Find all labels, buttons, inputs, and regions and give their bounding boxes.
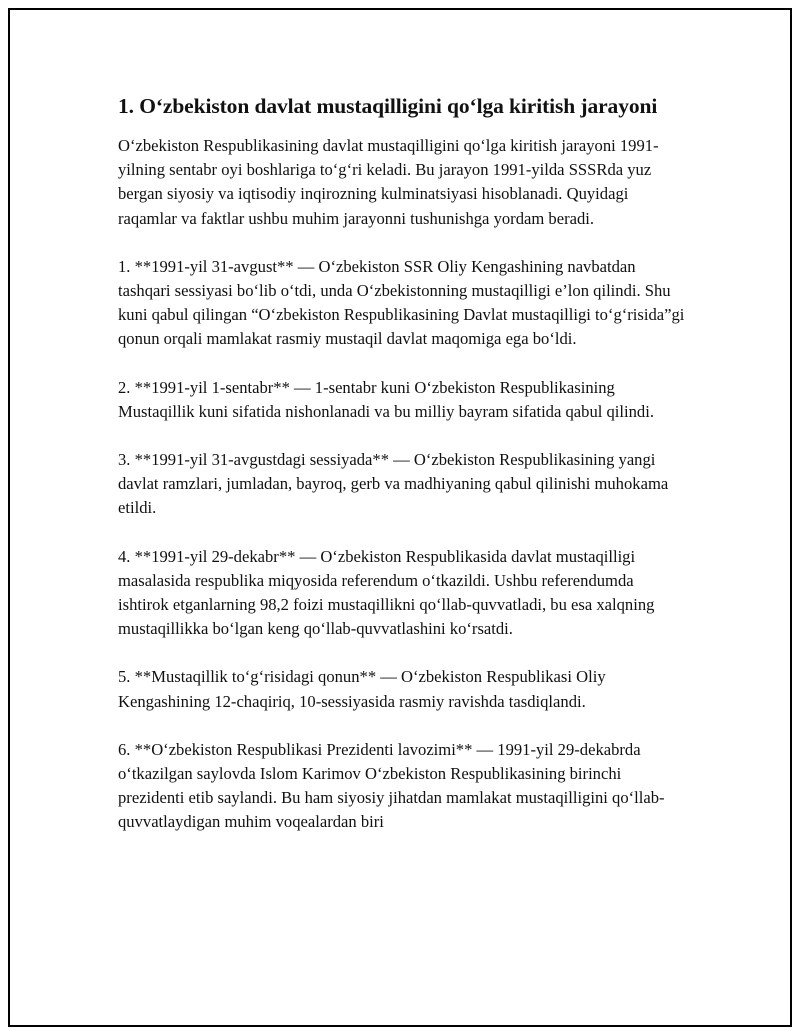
intro-paragraph: O‘zbekiston Respublikasining davlat mustaqilligini qo‘lga kiritish jarayoni 1991-yilning sentabr oyi boshlariga to‘g‘ri keladi. Bu jarayon 1991-yilda SSSRda yuz bergan siyosiy va iqtisodiy inqirozning kulminatsiyasi hisoblanadi. Quyidagi raqamlar va faktlar ushbu muhim jarayonni tushunishga yordam beradi. bbox=[118, 136, 659, 228]
list-item-6: 6. **O‘zbekiston Respublikasi Prezidenti lavozimi** — 1991-yil 29-dekabrda o‘tkazilgan saylovda Islom Karimov O‘zbekiston Respublikasining birinchi prezidenti etib saylandi. Bu ham siyosiy jihatdan mamlakat mustaqilligini qo‘llab-quvvatlaydigan muhim voqealardan biri bbox=[118, 739, 665, 832]
document-title: 1. O‘zbekiston davlat mustaqilligini qo‘lga kiritish jarayoni bbox=[118, 94, 658, 118]
list-item-5: 5. **Mustaqillik to‘g‘risidagi qonun** — O‘zbekiston Respublikasi Oliy Kengashining 12-chaqiriq, 10-sessiyasida rasmiy ravishda tasdiqlandi. bbox=[118, 667, 606, 711]
list-item-3: 3. **1991-yil 31-avgustdagi sessiyada** — O‘zbekiston Respublikasining yangi davlat ramzlari, jumladan, bayroq, gerb va madhiyaning qabul qilinishi muhokama etildi. bbox=[118, 450, 669, 518]
list-item-2: 2. **1991-yil 1-sentabr** — 1-sentabr kuni O‘zbekiston Respublikasining Mustaqillik kuni sifatida nishonlanadi va bu milliy bayram sifatida qabul qilindi. bbox=[118, 377, 654, 421]
list-item-4: 4. **1991-yil 29-dekabr** — O‘zbekiston Respublikasida davlat mustaqilligi masalasida respublika miqyosida referendum o‘tkazildi. Ushbu referendumda ishtirok etganlarning 98,2 foizi mustaqillikni qo‘llab-quvvatladi, bu esa xalqning mustaqillikka bo‘lgan keng qo‘llab-quvvatlashini ko‘rsatdi. bbox=[118, 546, 655, 639]
document-body bbox=[118, 92, 686, 859]
list-item-1: 1. **1991-yil 31-avgust** — O‘zbekiston SSR Oliy Kengashining navbatdan tashqari sessiyasi bo‘lib o‘tdi, unda O‘zbekistonning mustaqilligi e’lon qilindi. Shu kuni qabul qilingan “O‘zbekiston Respublikasining Davlat mustaqilligi to‘g‘risida”gi qonun orqali mamlakat rasmiy mustaqil davlat maqomiga ega bo‘ldi. bbox=[118, 256, 685, 349]
